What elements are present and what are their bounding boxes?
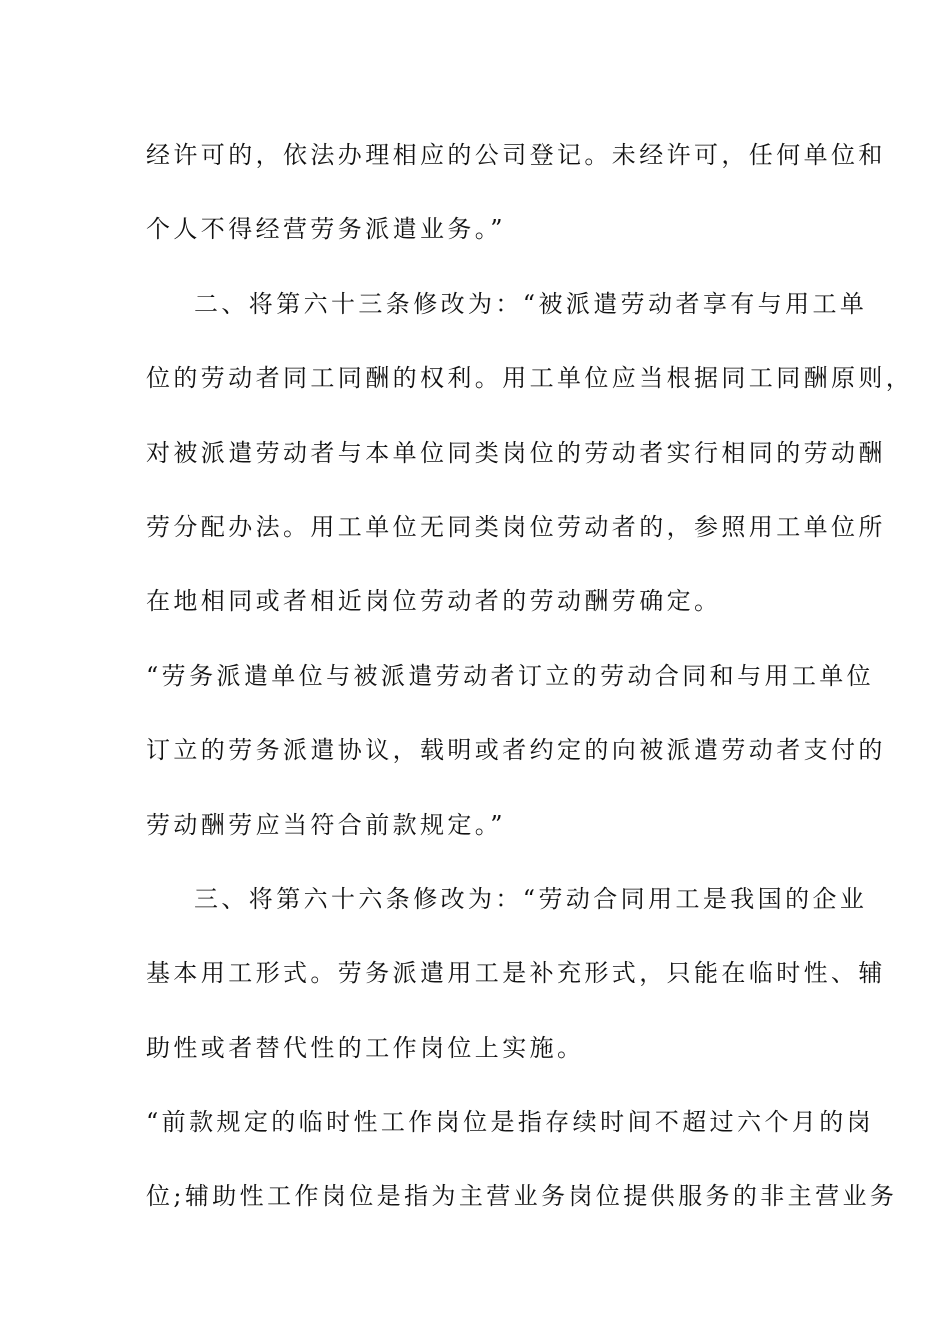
text-line-9: 订立的劳务派遣协议，载明或者约定的向被派遣劳动者支付的 [146, 736, 886, 765]
text-line-2: 个人不得经营劳务派遣业务。” [146, 215, 506, 244]
text-line-3: 二、将第六十三条修改为：“被派遣劳动者享有与用工单 [194, 289, 868, 318]
text-line-7: 在地相同或者相近岗位劳动者的劳动酬劳确定。 [146, 587, 722, 616]
document-body [146, 118, 914, 1234]
text-line-5: 对被派遣劳动者与本单位同类岗位的劳动者实行相同的劳动酬 [146, 438, 886, 467]
text-line-4: 位的劳动者同工同酬的权利。用工单位应当根据同工同酬原则， [146, 364, 914, 393]
text-line-10: 劳动酬劳应当符合前款规定。” [146, 810, 506, 839]
text-line-11: 三、将第六十六条修改为：“劳动合同用工是我国的企业 [194, 884, 868, 913]
text-line-8: “劳务派遣单位与被派遣劳动者订立的劳动合同和与用工单位 [146, 661, 875, 690]
text-line-15: 位;辅助性工作岗位是指为主营业务岗位提供服务的非主营业务 [146, 1182, 898, 1211]
text-line-14: “前款规定的临时性工作岗位是指存续时间不超过六个月的岗 [146, 1108, 875, 1137]
text-line-13: 助性或者替代性的工作岗位上实施。 [146, 1033, 585, 1062]
text-line-6: 劳分配办法。用工单位无同类岗位劳动者的，参照用工单位所 [146, 512, 886, 541]
text-line-12: 基本用工形式。劳务派遣用工是补充形式，只能在临时性、辅 [146, 959, 886, 988]
text-line-1: 经许可的，依法办理相应的公司登记。未经许可，任何单位和 [146, 141, 886, 169]
